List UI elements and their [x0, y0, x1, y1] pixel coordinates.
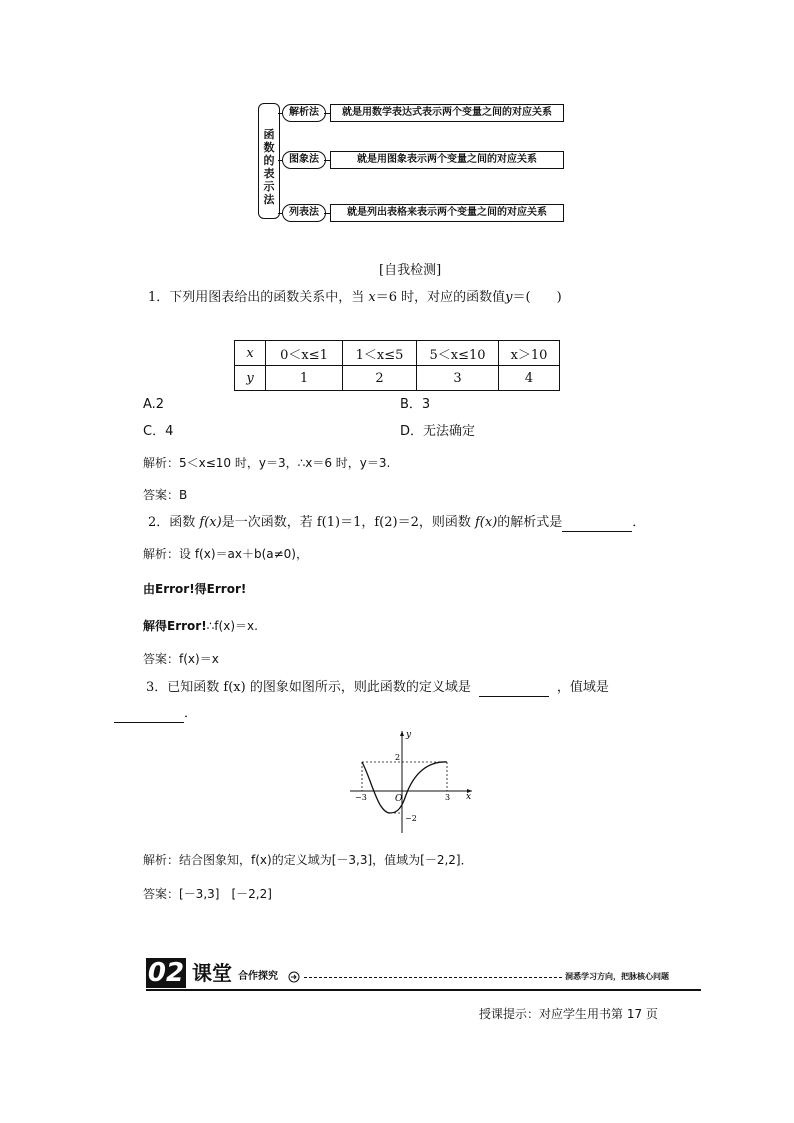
table-cell: y [235, 366, 266, 391]
tick-label-3: 3 [445, 793, 451, 802]
q1-option-a: A.2 [143, 397, 165, 412]
y-axis-label: y [406, 730, 412, 740]
q1-stem-part: 1．下列用图表给出的函数关系中，当 [148, 290, 369, 305]
method-pill-analytic: 解析法 [282, 104, 326, 122]
q2-stem-part: ． [632, 515, 646, 530]
table-cell: 1＜x≤5 [343, 341, 417, 366]
y-axis-arrow [400, 731, 404, 736]
table-row [235, 366, 560, 391]
q2-analysis: 解析：设 f(x)＝ax＋b(a≠0)， [143, 547, 308, 561]
q1-stem-part: ＝( ) [512, 290, 562, 305]
q2-answer: 答案：f(x)＝x [143, 652, 219, 666]
q1-answer: 答案：B [143, 488, 188, 502]
table-cell: x＞10 [499, 341, 560, 366]
q2-stem-part: f(x) [199, 515, 222, 530]
method-desc-table: 就是列出表格来表示两个变量之间的对应关系 [330, 204, 564, 222]
x-axis-label: x [466, 792, 472, 802]
q3-stem-part: ． [184, 706, 198, 721]
q1-value-table [234, 340, 560, 391]
q2-stem [148, 514, 645, 532]
table-cell: 2 [343, 366, 417, 391]
lesson-hint: 授课提示：对应学生用书第 17 页 [479, 1007, 658, 1021]
method-desc-analytic: 就是用数学表达式表示两个变量之间的对应关系 [330, 104, 564, 122]
q1-option-c: C．4 [143, 424, 174, 439]
q2-answer-blank [562, 517, 632, 532]
table-row [235, 341, 560, 366]
q3-stem-part: 3．已知函数 f(x) 的图象如图所示，则此函数的定义域是 [146, 680, 471, 695]
banner-title: 课堂 [192, 961, 232, 985]
banner-rule [146, 989, 701, 991]
q3-stem-line2 [114, 705, 197, 723]
tick-label-neg2: −2 [405, 814, 417, 823]
banner-subtitle: 合作探究 [238, 971, 278, 982]
method-pill-graph: 图象法 [282, 151, 326, 169]
tick-label-neg3: −3 [355, 793, 367, 802]
banner-number: 02 [147, 958, 185, 988]
diagram-center-label: 函数的表示法 [263, 128, 275, 206]
q3-stem-part: ，值域是 [556, 680, 609, 695]
q1-option-b: B．3 [400, 397, 431, 412]
q3-analysis: 解析：结合图象知，f(x)的定义域为[－3,3]，值域为[－2,2]． [143, 853, 473, 867]
function-curve [362, 762, 447, 813]
q1-stem-var: x [368, 290, 376, 305]
q2-analysis-line3 [143, 617, 258, 635]
method-pill-table: 列表法 [282, 204, 326, 222]
table-cell: 1 [266, 366, 343, 391]
q1-option-d: D．无法确定 [400, 424, 476, 439]
q3-range-blank [114, 708, 184, 723]
q3-answer: 答案：[－3,3] [－2,2] [143, 887, 272, 901]
q2-line3-part: ∴f(x)＝x. [206, 619, 258, 633]
q1-stem [148, 289, 562, 307]
section-title: [自我检测] [379, 263, 442, 278]
q2-stem-part: 是一次函数，若 [221, 515, 317, 530]
q3-function-graph [340, 725, 480, 835]
q2-stem-part: f(x) [474, 515, 498, 530]
q1-stem-var: y [505, 290, 513, 305]
circle-arrow-icon [288, 971, 300, 983]
q1-stem-part: ＝6 时，对应的函数值 [375, 290, 506, 305]
table-cell: x [235, 341, 266, 366]
origin-label: O [395, 794, 403, 804]
banner-right-text: 洞悉学习方向，把脉核心问题 [565, 972, 669, 981]
q2-stem-part: 2．函数 [148, 515, 200, 530]
q1-analysis: 解析：5＜x≤10 时，y＝3，∴x＝6 时，y＝3. [143, 456, 391, 470]
q3-domain-blank [479, 682, 549, 697]
tick-label-2: 2 [395, 753, 401, 762]
q2-stem-part: f(2)＝2，则函数 [374, 515, 475, 530]
table-cell: 0＜x≤1 [266, 341, 343, 366]
q2-line3-part: 解得Error! [143, 619, 207, 633]
table-cell: 5＜x≤10 [417, 341, 499, 366]
q2-stem-part: f(1)＝1， [316, 515, 375, 530]
method-desc-graph: 就是用图象表示两个变量之间的对应关系 [330, 151, 564, 169]
q2-analysis-line2: 由Error!得Error! [143, 582, 247, 596]
q2-stem-part: 的解析式是 [497, 515, 563, 530]
q3-stem [146, 679, 609, 697]
table-cell: 3 [417, 366, 499, 391]
banner-dashed-line [304, 977, 562, 978]
table-cell: 4 [499, 366, 560, 391]
